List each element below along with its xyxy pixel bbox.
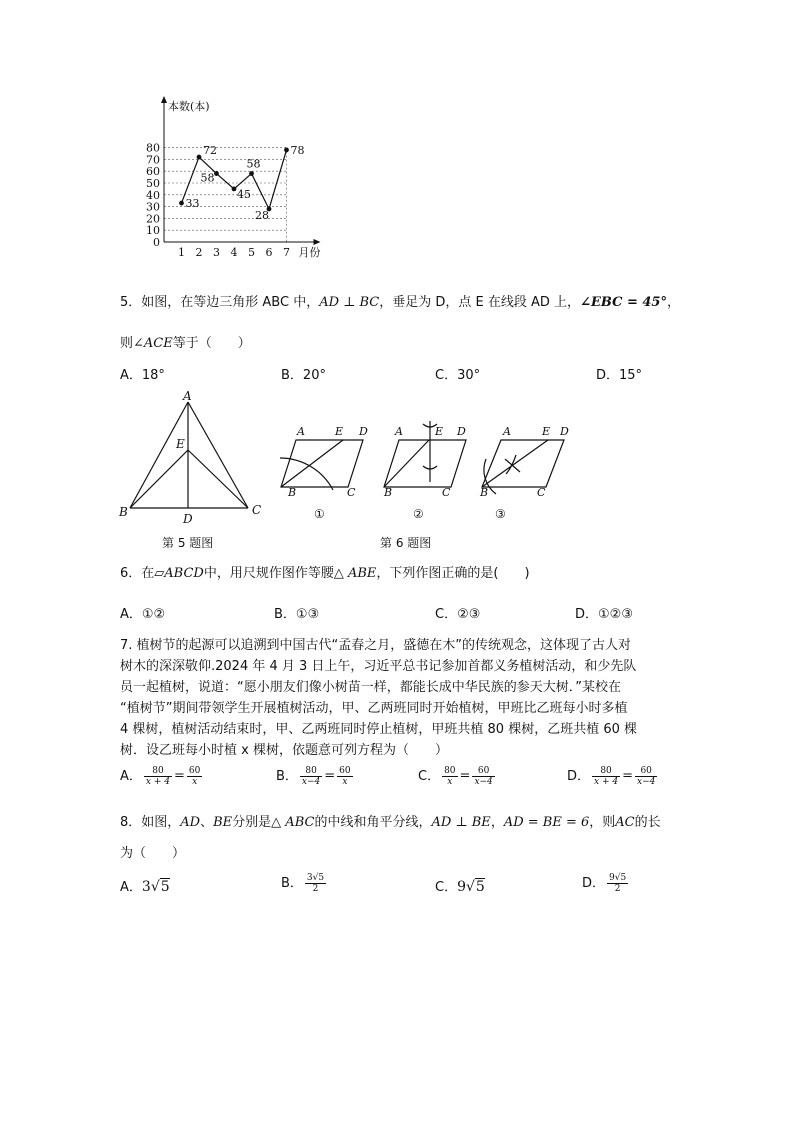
question-6 bbox=[120, 564, 530, 584]
y-axis-title: 本数(本) bbox=[168, 100, 210, 113]
q7-a-right-fraction bbox=[187, 766, 202, 787]
parallelogram-1 bbox=[281, 440, 363, 487]
q8-text-f: ，则 bbox=[589, 815, 616, 830]
q8-math-d: AD ⊥ BE bbox=[431, 815, 491, 830]
q8-text-b: 、 bbox=[200, 815, 214, 830]
q5-option-c[interactable]: C．30° bbox=[435, 368, 481, 383]
q8-option-a[interactable] bbox=[120, 877, 170, 898]
q7-option-b-label: B． bbox=[276, 769, 298, 784]
question-7-line-5: 4 棵树，植树活动结束时，甲、乙两班同时停止植树，甲班共植 80 棵树，乙班共植 60 棵 bbox=[120, 722, 638, 737]
y-tick-label: 50 bbox=[146, 177, 160, 190]
q8-option-d[interactable] bbox=[582, 873, 630, 894]
label-c: C bbox=[252, 503, 262, 517]
q7-option-a-label: A． bbox=[120, 769, 142, 784]
denominator: x−4 bbox=[637, 777, 656, 787]
data-label: 33 bbox=[185, 197, 200, 211]
y-tick-label: 40 bbox=[146, 188, 160, 202]
q5-option-a[interactable]: A．18° bbox=[120, 368, 165, 383]
q8-math-a: AD bbox=[180, 815, 201, 830]
q6-option-b[interactable]: B．①③ bbox=[274, 607, 320, 622]
marker-1: ① bbox=[314, 507, 325, 521]
numerator: 3√5 bbox=[306, 873, 325, 883]
q6-math-a: ABCD bbox=[164, 566, 204, 581]
q7-d-right-fraction bbox=[635, 766, 657, 787]
q5-math-a: AD ⊥ BC bbox=[319, 295, 380, 310]
y-tick-label: 80 bbox=[146, 141, 160, 155]
f6-1-label-a: A bbox=[297, 425, 305, 438]
q7-c-left-fraction bbox=[442, 766, 457, 787]
q6-text-b: 中，用尺规作图作等腰 bbox=[203, 566, 334, 581]
q8-option-a-label: A． bbox=[120, 880, 142, 895]
q8-text-d: 的中线和角平分线， bbox=[314, 815, 432, 830]
f6-1-label-d: D bbox=[359, 425, 368, 438]
f6-3-label-a: A bbox=[503, 425, 511, 438]
y-tick-label: 70 bbox=[146, 153, 160, 167]
radicand: 5 bbox=[620, 873, 627, 883]
x-tick-label: 4 bbox=[230, 246, 238, 259]
x-tick-label: 1 bbox=[178, 246, 185, 259]
q7-a-left-fraction bbox=[144, 766, 172, 787]
data-point bbox=[284, 148, 289, 153]
q8-a-radical: 3√5 bbox=[141, 879, 170, 895]
figure-6-caption: 第 6 题图 bbox=[380, 536, 432, 550]
q7-option-d-label: D． bbox=[567, 769, 591, 784]
q8-math-f: AC bbox=[615, 815, 635, 830]
q8-option-b[interactable] bbox=[281, 873, 328, 894]
x-tick-label: 7 bbox=[283, 246, 290, 259]
radicand: 5 bbox=[160, 879, 170, 895]
q7-b-right-fraction bbox=[337, 766, 352, 787]
coefficient: 9 bbox=[457, 879, 466, 895]
q8-d-fraction bbox=[607, 873, 628, 894]
numerator: 80 bbox=[144, 766, 172, 777]
x-axis-title: 月份 bbox=[298, 246, 321, 259]
data-label: 28 bbox=[255, 208, 269, 222]
q7-d-left-fraction bbox=[592, 766, 620, 787]
q8-math-e: AD = BE = 6 bbox=[503, 815, 590, 830]
edge-ac bbox=[188, 402, 248, 508]
equals: = bbox=[173, 768, 185, 784]
numerator: 60 bbox=[635, 766, 657, 777]
f6-3-label-d: D bbox=[560, 425, 569, 438]
coefficient: 9 bbox=[609, 873, 615, 883]
x-tick-label: 3 bbox=[213, 246, 220, 259]
data-point bbox=[197, 155, 202, 160]
q8-text-e: ， bbox=[490, 815, 504, 830]
f6-2-label-b: B bbox=[384, 486, 393, 499]
edge-ab bbox=[130, 402, 188, 508]
y-tick-label: 60 bbox=[146, 165, 160, 179]
x-tick-label: 2 bbox=[195, 246, 203, 259]
f6-2-label-d: D bbox=[457, 425, 466, 438]
segment-be-1 bbox=[281, 440, 343, 487]
y-tick-label: 20 bbox=[146, 212, 160, 226]
q5-line2-a: 则 bbox=[120, 336, 134, 351]
q5-text-b: ，垂足为 D，点 E 在线段 AD 上， bbox=[379, 295, 581, 310]
numerator: 80 bbox=[592, 766, 620, 777]
q6-text-c: ，下列作图正确的是( ) bbox=[376, 566, 530, 581]
denominator: 2 bbox=[312, 884, 319, 894]
y-tick-label: 30 bbox=[146, 200, 160, 214]
q5-line2-math: ∠ACE bbox=[133, 336, 173, 351]
q5-text-c: ， bbox=[666, 295, 680, 310]
parallelogram-3 bbox=[482, 440, 564, 487]
radicand: 5 bbox=[475, 879, 485, 895]
question-7-line-3: 员一起植树，说道：“愿小朋友们像小树苗一样，都能长成中华民族的参天大树．”某校在 bbox=[120, 680, 621, 695]
data-label: 78 bbox=[290, 143, 305, 157]
numerator: 80 bbox=[444, 766, 456, 776]
q5-line2-b: 等于（ ） bbox=[172, 336, 251, 351]
q7-b-left-fraction bbox=[300, 766, 322, 787]
q7-c-right-fraction bbox=[472, 766, 494, 787]
question-5-line-2 bbox=[120, 334, 251, 354]
y-tick-label: 0 bbox=[153, 236, 160, 249]
numerator: 60 bbox=[472, 766, 494, 777]
q8-math-b: BE bbox=[213, 815, 233, 830]
x-tick-label: 5 bbox=[248, 246, 255, 259]
numerator: 60 bbox=[188, 766, 201, 776]
question-7-line-6: 树．设乙班每小时植 x 棵树，依题意可列方程为（ ） bbox=[120, 743, 448, 758]
q7-option-c[interactable] bbox=[418, 766, 497, 787]
f6-1-label-b: B bbox=[288, 486, 297, 499]
denominator: x bbox=[447, 777, 453, 787]
data-label: 45 bbox=[237, 187, 251, 201]
q7-option-a[interactable] bbox=[120, 766, 204, 787]
q5-option-b[interactable]: B．20° bbox=[281, 368, 326, 383]
q5-math-b: ∠EBC = 45° bbox=[580, 295, 667, 310]
q8-math-c: △ ABC bbox=[271, 815, 315, 830]
segment-ce bbox=[188, 450, 248, 508]
y-axis-arrow bbox=[161, 96, 167, 103]
question-8-line-2: 为（ ） bbox=[120, 846, 186, 861]
coefficient: 3 bbox=[306, 873, 313, 883]
figure-5-triangle bbox=[112, 388, 272, 528]
q6-option-c[interactable]: C．②③ bbox=[435, 607, 481, 622]
data-point bbox=[179, 201, 184, 206]
q8-option-c-label: C． bbox=[435, 880, 458, 895]
data-point bbox=[214, 171, 219, 176]
q8-text-g: 的长 bbox=[634, 815, 661, 830]
q7-option-c-label: C． bbox=[418, 769, 441, 784]
coefficient: 3 bbox=[141, 879, 151, 895]
f6-2-label-a: A bbox=[395, 425, 403, 438]
equals: = bbox=[459, 768, 471, 784]
label-e: E bbox=[176, 437, 185, 451]
q7-option-b[interactable] bbox=[276, 766, 355, 787]
equals: = bbox=[622, 768, 633, 784]
y-tick-label: 10 bbox=[146, 224, 160, 238]
data-label: 58 bbox=[246, 157, 261, 171]
question-8-line-1 bbox=[120, 813, 661, 833]
q7-option-d[interactable] bbox=[567, 766, 659, 787]
q8-option-d-label: D． bbox=[582, 876, 606, 891]
figure-5-caption: 第 5 题图 bbox=[162, 536, 214, 550]
denominator: x + 4 bbox=[145, 777, 170, 787]
q6-option-d[interactable]: D．①②③ bbox=[575, 607, 633, 622]
q5-text-a: 5．如图，在等边三角形 ABC 中， bbox=[120, 295, 320, 310]
question-7-line-1: 7. 植树节的起源可以追溯到中国古代“孟春之月，盛德在木”的传统观念，这体现了古人对 bbox=[120, 638, 632, 653]
data-point bbox=[249, 171, 254, 176]
denominator: x bbox=[342, 777, 348, 787]
label-a: A bbox=[183, 389, 192, 403]
f6-3-label-e: E bbox=[542, 425, 551, 438]
denominator: x−4 bbox=[474, 777, 493, 787]
parallelogram-2 bbox=[384, 440, 466, 487]
question-5-line-1 bbox=[120, 293, 680, 313]
denominator: x−4 bbox=[301, 777, 321, 787]
data-label: 72 bbox=[203, 144, 217, 158]
q8-c-radical: 9√5 bbox=[457, 879, 485, 895]
figure-6-constructions bbox=[280, 412, 580, 524]
q8-text-c: 分别是 bbox=[232, 815, 272, 830]
marker-3: ③ bbox=[495, 507, 506, 521]
f6-1-label-e: E bbox=[335, 425, 344, 438]
f6-2-label-c: C bbox=[442, 486, 451, 499]
q8-b-fraction bbox=[305, 873, 326, 894]
equals: = bbox=[324, 768, 336, 784]
data-point bbox=[232, 187, 237, 192]
radicand: 5 bbox=[318, 873, 325, 883]
f6-3-label-c: C bbox=[537, 486, 546, 499]
question-7-line-4: “植树节”期间带领学生开展植树活动，甲、乙两班同时开始植树，甲班比乙班每小时多植 bbox=[120, 701, 628, 716]
numerator: 60 bbox=[339, 766, 351, 776]
q8-option-b-label: B． bbox=[281, 876, 303, 891]
q8-option-c[interactable] bbox=[435, 877, 485, 898]
denominator: 2 bbox=[614, 884, 621, 894]
x-tick-label: 6 bbox=[265, 246, 273, 259]
denominator: x + 4 bbox=[594, 777, 619, 787]
question-7-line-2: 树木的深深敬仰.2024 年 4 月 3 日上午，习近平总书记参加首都义务植树活动，和少先队 bbox=[120, 659, 637, 674]
numerator: 80 bbox=[300, 766, 322, 777]
f6-1-label-c: C bbox=[347, 486, 356, 499]
line-chart bbox=[140, 92, 340, 264]
label-d: D bbox=[183, 512, 193, 526]
marker-2: ② bbox=[413, 507, 424, 521]
q8-text-a: 8．如图， bbox=[120, 815, 181, 830]
q6-option-a[interactable]: A．①② bbox=[120, 607, 166, 622]
f6-3-label-b: B bbox=[480, 486, 489, 499]
q6-text-a: 6．在▱ bbox=[120, 566, 165, 581]
q6-math-b: △ ABE bbox=[333, 566, 377, 581]
label-b: B bbox=[119, 505, 128, 519]
data-label: 58 bbox=[200, 171, 215, 185]
numerator: 9√5 bbox=[609, 873, 627, 883]
segment-be bbox=[130, 450, 188, 508]
x-axis-arrow bbox=[314, 239, 321, 245]
segment-be-2 bbox=[384, 440, 429, 487]
f6-2-label-e: E bbox=[435, 425, 444, 438]
denominator: x bbox=[192, 777, 198, 787]
q5-option-d[interactable]: D．15° bbox=[596, 368, 643, 383]
